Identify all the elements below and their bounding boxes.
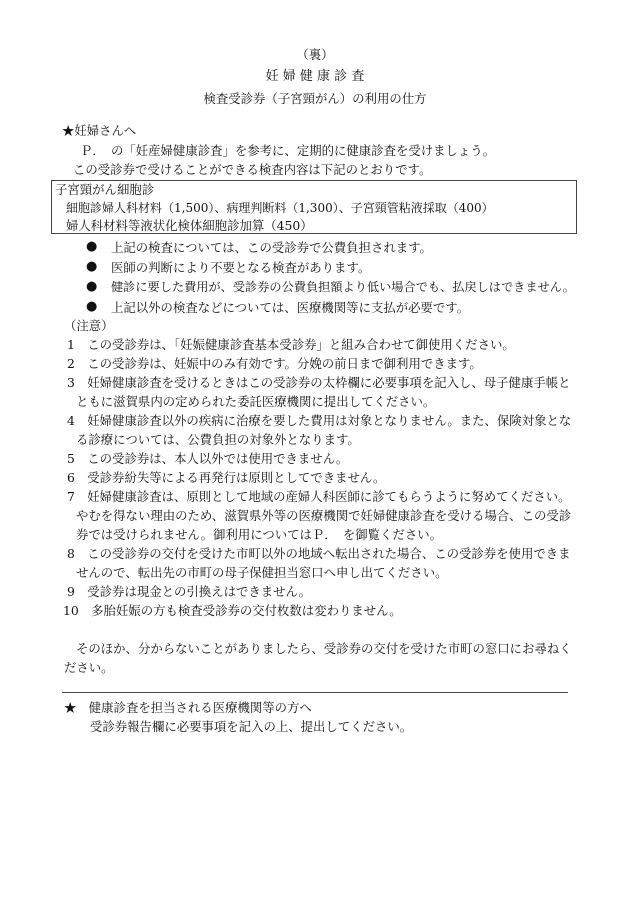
- note-7-line-1: 7 妊婦健康診査は、原則として地域の産婦人科医師に診てもらうように努めてください。: [67, 489, 571, 504]
- note-3-line-2: ともに滋賀県内の定められた委託医療機関に提出してください。: [76, 394, 436, 409]
- intro-line-2: この受診券で受けることができる検査内容は下記のとおりです。: [73, 162, 432, 177]
- bullet-item-1: 上記の検査については、この受診券で公費負担されます。: [111, 240, 432, 255]
- note-3-line-1: 3 妊婦健康診査を受けるときはこの受診券の太枠欄に必要事項を記入し、母子健康手帳と: [67, 375, 571, 390]
- box-line-1: 細胞診婦人科材料（1,500）、病理判断料（1,300）、子宮頸管粘液採取（400）: [66, 201, 494, 215]
- intro-heading: ★妊婦さんへ: [62, 123, 137, 138]
- note-2: 2 この受診券は、妊娠中のみ有効です。分娩の前日まで御利用できます。: [67, 356, 482, 371]
- note-6: 6 受診券紛失等による再発行は原則としてできません。: [67, 470, 386, 485]
- page-title: 妊 婦 健 康 診 査: [265, 69, 365, 84]
- section-divider: [62, 692, 568, 693]
- bullet-icon: ●: [86, 239, 98, 254]
- note-8-line-2: せんので、転出先の市町の母子保健担当窓口へ申し出てください。: [76, 565, 448, 580]
- bullet-item-3: 健診に要した費用が、受診券の公費負担額より低い場合でも、払戻しはできません。: [111, 280, 575, 294]
- closing-line-1: そのほか、分からないことがありましたら、受診券の交付を受けた市町の窓口にお尋ねく: [76, 641, 572, 656]
- note-7-line-2: やむを得ない理由のため、滋賀県外等の医療機関で妊婦健康診査を受ける場合、この受診: [76, 508, 572, 523]
- bullet-icon: ●: [86, 259, 98, 274]
- note-1: 1 この受診券は、「妊娠健康診査基本受診券」と組み合わせて御使用ください。: [67, 337, 515, 352]
- notes-heading: （注意）: [64, 318, 114, 333]
- bullet-icon: ●: [86, 299, 98, 314]
- box-title: 子宮頸がん細胞診: [55, 182, 155, 197]
- note-8-line-1: 8 この受診券の交付を受けた市町以外の地域へ転出された場合、この受診券を使用できま: [67, 546, 571, 561]
- intro-line-1: Ｐ． の「妊産婦健康診査」を参考に、定期的に健康診査を受けましょう。: [80, 143, 496, 158]
- box-line-2: 婦人科材料等液状化検体細胞診加算（450）: [66, 218, 313, 233]
- note-5: 5 この受診券は、本人以外では使用できません。: [67, 451, 349, 466]
- bullet-item-2: 医師の判断により不要となる検査があります。: [111, 260, 371, 275]
- footer-heading: ★ 健康診査を担当される医療機関等の方へ: [64, 700, 312, 715]
- bullet-item-4: 上記以外の検査などについては、医療機関等に支払が必要です。: [111, 300, 470, 315]
- note-9: 9 受診券は現金との引換えはできません。: [67, 584, 312, 599]
- page-side-label: （裏）: [296, 47, 334, 62]
- bullet-icon: ●: [86, 279, 98, 294]
- footer-line: 受診券報告欄に必要事項を記入の上、提出してください。: [90, 719, 413, 734]
- note-10: 10 多胎妊娠の方も検査受診券の交付枚数は変わりません。: [63, 603, 402, 618]
- closing-line-2: ださい。: [64, 660, 114, 675]
- note-7-line-3: 券では受けられません。御利用についてはＰ． を御覧ください。: [76, 527, 443, 542]
- exam-content-box: [51, 180, 577, 234]
- note-4-line-1: 4 妊婦健康診査以外の疾病に治療を要した費用は対象となりません。また、保険対象とな: [67, 413, 572, 428]
- page-subtitle: 検査受診券（子宮頸がん）の利用の仕方: [203, 91, 427, 106]
- note-4-line-2: る診療については、公費負担の対象外となります。: [76, 432, 360, 447]
